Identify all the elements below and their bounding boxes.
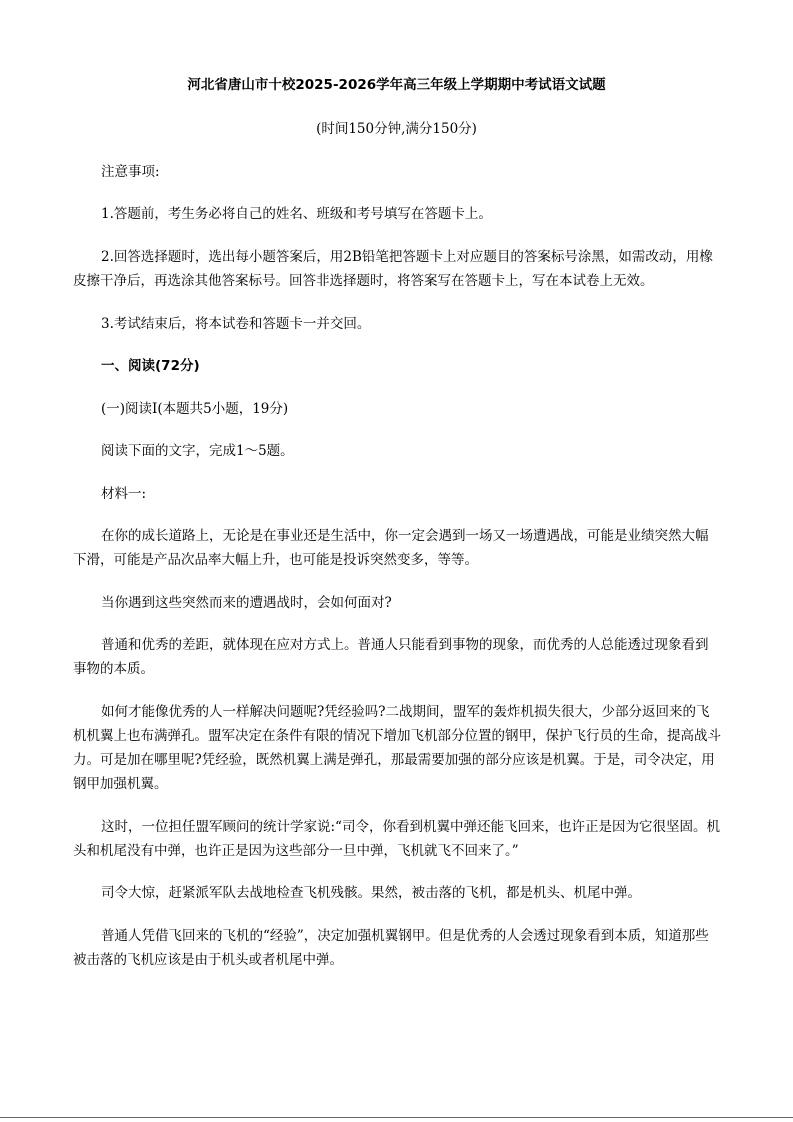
- notice-item-3: 3.考试结束后，将本试卷和答题卡一并交回。: [101, 316, 371, 332]
- page-bottom-rule: [0, 1117, 793, 1118]
- notice-item-2: 2.回答选择题时，选出每小题答案后，用2B铅笔把答题卡上对应题目的答案标号涂黑，如需改动，用橡皮擦干净后，再选涂其他答案标号。回答非选择题时，将答案写在答题卡上，写在本试卷上无效。: [73, 249, 713, 289]
- notice-heading: 注意事项:: [101, 164, 160, 180]
- material-paragraph: 普通和优秀的差距，就体现在应对方式上。普通人只能看到事物的现象，而优秀的人总能透过现象看到事物的本质。: [73, 637, 709, 677]
- subsection-heading: (一)阅读Ⅰ(本题共5小题，19分): [101, 401, 289, 417]
- material-paragraph: 司令大惊，赶紧派军队去战地检查飞机残骸。果然，被击落的飞机，都是机头、机尾中弹。: [101, 885, 641, 901]
- exam-time-info: (时间150分钟,满分150分): [316, 121, 477, 137]
- material-paragraph: 这时，一位担任盟军顾问的统计学家说:“司令，你看到机翼中弹还能飞回来，也许正是因为它很坚固。机头和机尾没有中弹，也许正是因为这些部分一旦中弹，飞机就飞不回来了。”: [73, 819, 720, 859]
- material-paragraph: 普通人凭借飞回来的飞机的“经验”，决定加强机翼钢甲。但是优秀的人会透过现象看到本质，知道那些被击落的飞机应该是由于机头或者机尾中弹。: [73, 928, 709, 968]
- exam-title: 河北省唐山市十校2025-2026学年高三年级上学期期中考试语文试题: [187, 77, 606, 93]
- material-paragraph: 在你的成长道路上，无论是在事业还是生活中，你一定会遇到一场又一场遭遇战，可能是业绩突然大幅下滑，可能是产品次品率大幅上升，也可能是投诉突然变多，等等。: [73, 528, 709, 568]
- reading-instruction: 阅读下面的文字，完成1～5题。: [101, 443, 294, 459]
- section-heading: 一、阅读(72分): [101, 358, 200, 374]
- notice-item-1: 1.答题前，考生务必将自己的姓名、班级和考号填写在答题卡上。: [101, 206, 492, 222]
- material-paragraph: 如何才能像优秀的人一样解决问题呢?凭经验吗?二战期间，盟军的轰炸机损失很大，少部分返回来的飞机机翼上也布满弹孔。盟军决定在条件有限的情况下增加飞机部分位置的钢甲，保护飞行员的生命，提高战斗力。可是加在哪里呢?凭经验，既然机翼上满是弹孔，那最需要加强的部分应该是机翼。于是，司令决定，用钢甲加强机翼。: [73, 704, 721, 792]
- material-label: 材料一:: [101, 486, 147, 502]
- material-paragraph: 当你遇到这些突然而来的遭遇战时，会如何面对?: [101, 595, 392, 611]
